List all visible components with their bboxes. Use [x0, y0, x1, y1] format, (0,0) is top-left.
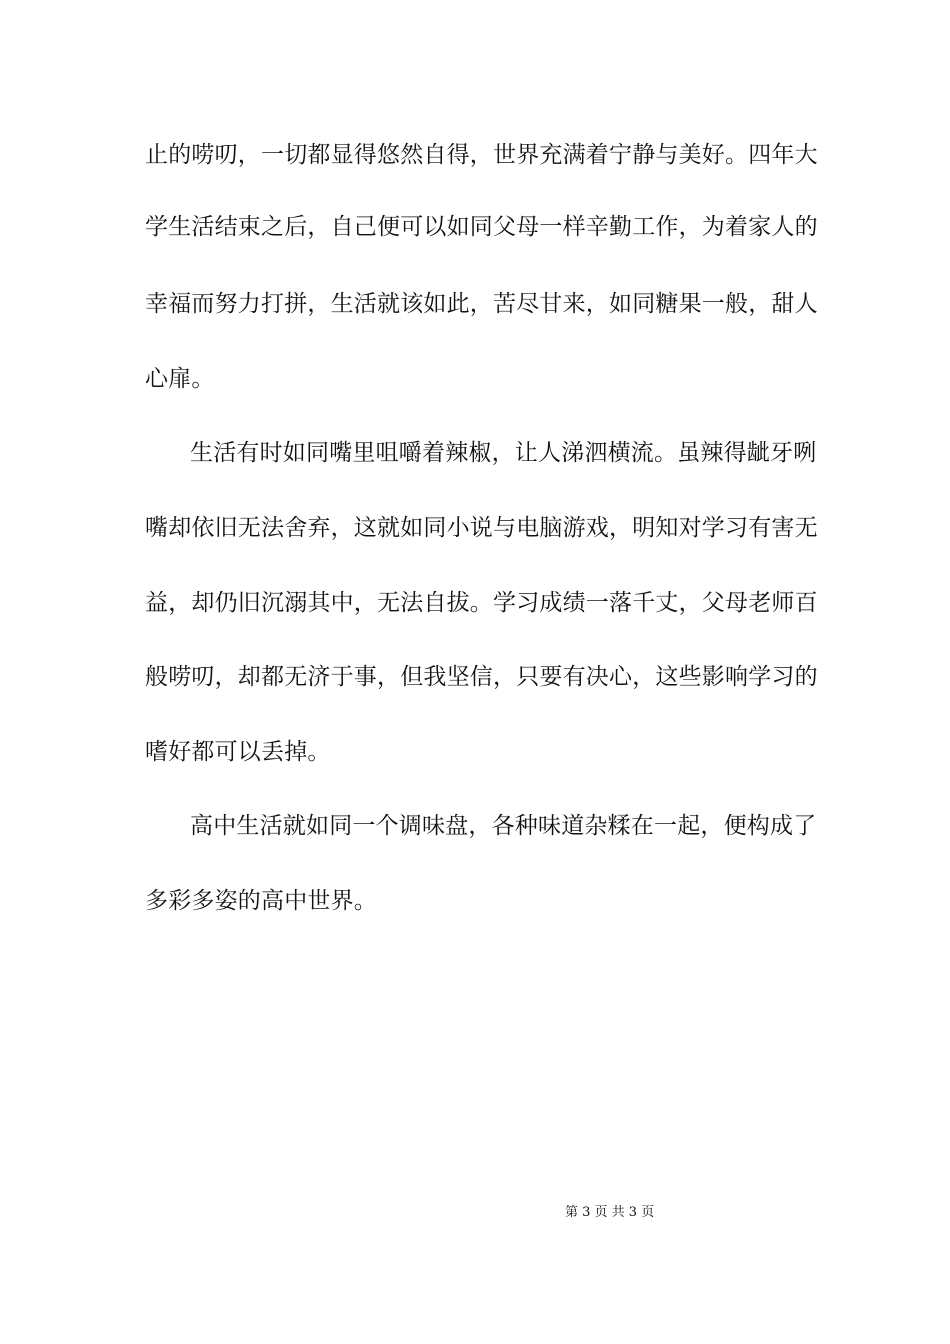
paragraph-line: 止的唠叨，一切都显得悠然自得，世界充满着宁静与美好。四年大	[145, 142, 818, 168]
paragraph-line: 生活有时如同嘴里咀嚼着辣椒，让人涕泗横流。虽辣得龇牙咧	[190, 440, 817, 466]
paragraph-line: 般唠叨，却都无济于事，但我坚信，只要有决心，这些影响学习的	[145, 664, 818, 690]
paragraph-line: 多彩多姿的高中世界。	[145, 888, 377, 914]
page-number-footer: 第 3 页 共 3 页	[565, 1205, 655, 1220]
paragraph-line: 心扉。	[145, 366, 215, 392]
paragraph-line: 幸福而努力打拼，生活就该如此，苦尽甘来，如同糖果一般，甜人	[145, 291, 818, 317]
paragraph-line: 学生活结束之后，自己便可以如同父母一样辛勤工作，为着家人的	[145, 214, 818, 240]
paragraph-line: 嗜好都可以丢掉。	[145, 739, 331, 765]
paragraph-line: 高中生活就如同一个调味盘，各种味道杂糅在一起，便构成了	[190, 813, 817, 839]
paragraph-line: 益，却仍旧沉溺其中，无法自拔。学习成绩一落千丈，父母老师百	[145, 590, 818, 616]
paragraph-line: 嘴却依旧无法舍弃，这就如同小说与电脑游戏，明知对学习有害无	[145, 515, 818, 541]
